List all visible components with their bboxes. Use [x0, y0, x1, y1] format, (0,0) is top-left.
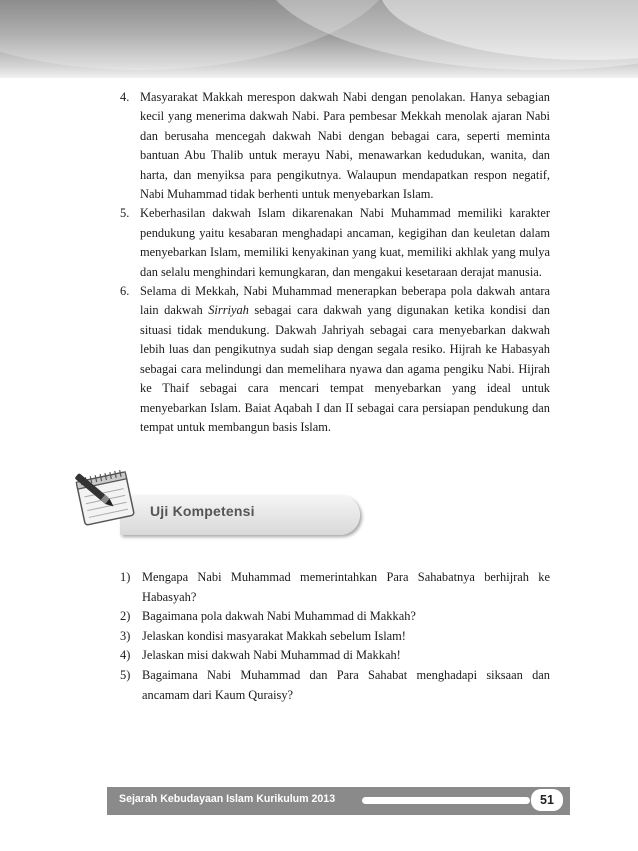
question-number: 4): [120, 648, 131, 663]
point-number: 4.: [120, 90, 130, 104]
book-title: Sejarah Kebudayaan Islam Kurikulum 2013: [119, 793, 336, 805]
point-number: 6.: [120, 284, 130, 299]
summary-point-6: [120, 282, 550, 437]
header-decoration: [0, 0, 638, 78]
point-text-end: sebagai cara dakwah yang digunakan ketika kondisi dan situasi tidak mendukung. Dakwah Jahriyah sebagai cara menyebarkan dakwah lebih luas dan pengikutnya sudah siap dengan segala resiko. Hijrah ke Habasyah sebagai cara melindungi dan memelihara nyawa dan agama pengiku Nabi. Hijrah ke Thaif sebagai cara mencari tempat menyebarkan yang ideal untuk menyebarkan Islam. Baiat Aqabah I dan II sebagai cara persiapan pendukung dan tempat untuk membangun basis Islam.: [140, 303, 550, 434]
summary-points: [120, 88, 550, 437]
section-title: Uji Kompetensi: [150, 503, 255, 519]
summary-point-5: [120, 204, 550, 282]
question-text: Jelaskan misi dakwah Nabi Muhammad di Makkah!: [142, 648, 401, 663]
question-item: [120, 666, 550, 705]
question-number: 3): [120, 628, 131, 643]
question-item: [120, 627, 550, 647]
question-number: 5): [120, 667, 131, 682]
point-text-italic: Sirriyah: [208, 303, 249, 318]
competency-questions: [120, 568, 550, 705]
point-text: [140, 282, 550, 437]
question-item: [120, 646, 550, 666]
question-number: 1): [120, 570, 131, 584]
question-text: Jelaskan kondisi masyarakat Makkah sebelum Islam!: [142, 628, 406, 643]
question-text: Bagaimana pola dakwah Nabi Muhammad di Makkah?: [142, 609, 416, 624]
question-item: [120, 607, 550, 627]
question-text: Bagaimana Nabi Muhammad dan Para Sahabat menghadapi siksaan dan ancamam dari Kaum Quraisy?: [142, 667, 550, 702]
question-item: [120, 568, 550, 607]
point-text-start: Selama di Mekkah, Nabi Muhammad menerapkan beberapa pola dakwah antara lain dakwah: [140, 284, 550, 318]
page-number: 51: [531, 789, 563, 811]
point-text: Masyarakat Makkah merespon dakwah Nabi dengan penolakan. Hanya sebagian kecil yang menerima dakwah Nabi. Para pembesar Mekkah menolak ajaran Nabi dan berusaha mencegah dakwah Nabi dengan bebagai cara, seperti meminta bantuan Abu Thalib untuk merayu Nabi, menawarkan kedudukan, wanita, dan harta, dan menyiksa para pengikutnya. Walaupun mendapatkan respon negatif, Nabi Muhammad tidak berhenti untuk menyebarkan Islam.: [140, 90, 550, 202]
summary-point-4: [120, 88, 550, 204]
notepad-pen-icon: [68, 462, 148, 532]
point-text: Keberhasilan dakwah Islam dikarenakan Nabi Muhammad memiliki karakter pendukung yaitu kesabaran menghadapi ancaman, kegigihan dan keuletan dalam menyebarkan Islam, memiliki kenyakinan yang kuat, memiliki akhlak yang mulya dan selalu menghindari kemungkaran, dan mengakui kesetaraan derajat manusia.: [140, 206, 550, 279]
question-number: 2): [120, 609, 131, 624]
question-text: Mengapa Nabi Muhammad memerintahkan Para Sahabatnya berhijrah ke Habasyah?: [142, 570, 550, 604]
point-number: 5.: [120, 206, 130, 221]
footer-divider: [362, 797, 530, 804]
